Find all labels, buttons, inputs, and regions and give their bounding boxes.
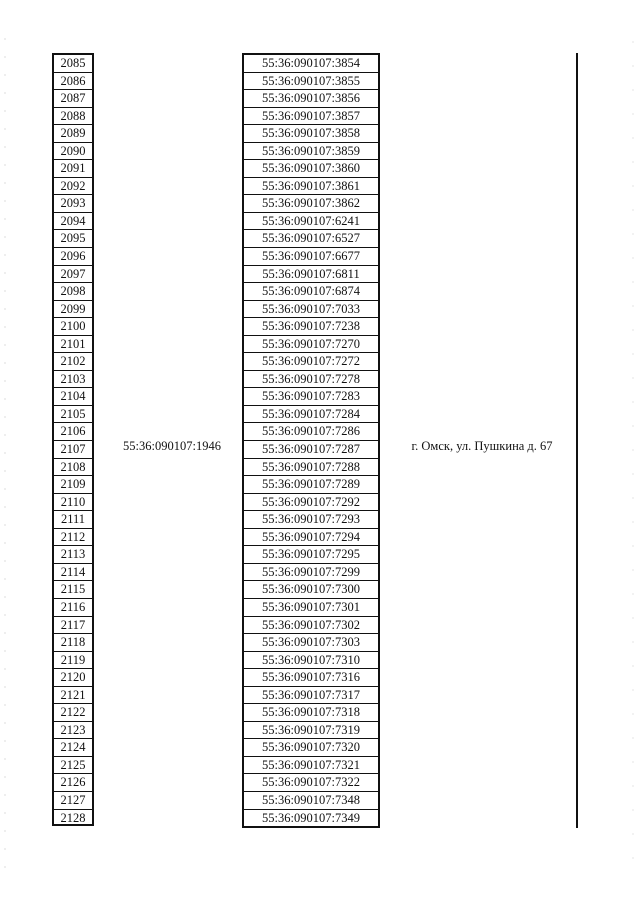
row-number-cell: 2108 — [54, 459, 92, 477]
cadastral-number-cell: 55:36:090107:7284 — [244, 406, 378, 424]
row-number-cell: 2113 — [54, 546, 92, 564]
cadastral-number-cell: 55:36:090107:7033 — [244, 301, 378, 319]
row-number-cell: 2110 — [54, 494, 92, 512]
cadastral-number-cell: 55:36:090107:7321 — [244, 757, 378, 775]
parent-cadastral-number: 55:36:090107:1946 — [123, 439, 221, 453]
cadastral-number-cell: 55:36:090107:3855 — [244, 73, 378, 91]
objects-table — [52, 53, 582, 828]
cadastral-number-cell: 55:36:090107:7302 — [244, 617, 378, 635]
cadastral-number-cell: 55:36:090107:7348 — [244, 792, 378, 810]
row-number-cell: 2105 — [54, 406, 92, 424]
cadastral-number-cell: 55:36:090107:7294 — [244, 529, 378, 547]
cadastral-number-cell: 55:36:090107:3860 — [244, 160, 378, 178]
cadastral-number-cell: 55:36:090107:3858 — [244, 125, 378, 143]
row-number-cell: 2109 — [54, 476, 92, 494]
row-number-cell: 2087 — [54, 90, 92, 108]
cadastral-number-cell: 55:36:090107:7317 — [244, 687, 378, 705]
cadastral-number-cell: 55:36:090107:7286 — [244, 423, 378, 441]
cadastral-number-cell: 55:36:090107:6811 — [244, 266, 378, 284]
row-number-cell: 2125 — [54, 757, 92, 775]
cadastral-number-cell: 55:36:090107:7287 — [244, 441, 378, 459]
row-number-cell: 2116 — [54, 599, 92, 617]
row-number-column — [52, 53, 94, 826]
cadastral-number-column — [242, 53, 380, 828]
row-number-cell: 2085 — [54, 55, 92, 73]
cadastral-number-cell: 55:36:090107:7299 — [244, 564, 378, 582]
row-number-cell: 2104 — [54, 388, 92, 406]
row-number-cell: 2086 — [54, 73, 92, 91]
cadastral-number-cell: 55:36:090107:7278 — [244, 371, 378, 389]
cadastral-number-cell: 55:36:090107:7320 — [244, 739, 378, 757]
row-number-cell: 2092 — [54, 178, 92, 196]
cadastral-number-cell: 55:36:090107:7292 — [244, 494, 378, 512]
cadastral-number-cell: 55:36:090107:3854 — [244, 55, 378, 73]
row-number-cell: 2088 — [54, 108, 92, 126]
cadastral-number-cell: 55:36:090107:6241 — [244, 213, 378, 231]
cadastral-number-cell: 55:36:090107:7300 — [244, 581, 378, 599]
cadastral-number-cell: 55:36:090107:3859 — [244, 143, 378, 161]
cadastral-number-cell: 55:36:090107:7272 — [244, 353, 378, 371]
cadastral-number-cell: 55:36:090107:7349 — [262, 810, 360, 825]
cadastral-number-cell: 55:36:090107:7293 — [244, 511, 378, 529]
scan-edge-marks — [4, 30, 6, 880]
row-number-cell: 2089 — [54, 125, 92, 143]
cadastral-number-cell: 55:36:090107:3857 — [244, 108, 378, 126]
cadastral-number-cell: 55:36:090107:7288 — [244, 459, 378, 477]
row-number-cell: 2117 — [54, 617, 92, 635]
row-number-cell: 2107 — [54, 441, 92, 459]
cadastral-number-cell: 55:36:090107:7303 — [244, 634, 378, 652]
scan-edge-marks-right — [632, 30, 634, 880]
row-number-cell: 2111 — [54, 511, 92, 529]
row-number-cell: 2118 — [54, 634, 92, 652]
cadastral-number-cell: 55:36:090107:6527 — [244, 230, 378, 248]
row-number-cell: 2112 — [54, 529, 92, 547]
cadastral-number-cell: 55:36:090107:7289 — [244, 476, 378, 494]
row-number-cell: 2120 — [54, 669, 92, 687]
row-number-cell: 2090 — [54, 143, 92, 161]
cadastral-number-cell: 55:36:090107:6874 — [244, 283, 378, 301]
cadastral-number-cell: 55:36:090107:7316 — [244, 669, 378, 687]
row-number-cell: 2122 — [54, 704, 92, 722]
row-number-cell: 2127 — [54, 792, 92, 810]
cadastral-number-cell: 55:36:090107:7310 — [244, 652, 378, 670]
row-number-cell: 2102 — [54, 353, 92, 371]
row-number-cell: 2096 — [54, 248, 92, 266]
row-number-cell: 2114 — [54, 564, 92, 582]
row-number-cell: 2115 — [54, 581, 92, 599]
row-number-cell: 2124 — [54, 739, 92, 757]
cadastral-number-cell: 55:36:090107:7238 — [244, 318, 378, 336]
cadastral-number-cell: 55:36:090107:6677 — [244, 248, 378, 266]
row-number-cell: 2093 — [54, 195, 92, 213]
cadastral-number-cell: 55:36:090107:7295 — [244, 546, 378, 564]
row-number-cell: 2101 — [54, 336, 92, 354]
cadastral-number-cell: 55:36:090107:3862 — [244, 195, 378, 213]
row-number-cell: 2103 — [54, 371, 92, 389]
cadastral-number-cell: 55:36:090107:3861 — [244, 178, 378, 196]
row-number-cell: 2094 — [54, 213, 92, 231]
row-number-cell: 2128 — [60, 810, 86, 825]
row-number-cell: 2095 — [54, 230, 92, 248]
row-number-cell: 2106 — [54, 423, 92, 441]
row-number-cell: 2091 — [54, 160, 92, 178]
cadastral-number-cell: 55:36:090107:7319 — [244, 722, 378, 740]
cadastral-number-cell: 55:36:090107:7283 — [244, 388, 378, 406]
row-number-cell: 2100 — [54, 318, 92, 336]
cadastral-number-cell: 55:36:090107:3856 — [244, 90, 378, 108]
row-number-cell: 2121 — [54, 687, 92, 705]
row-number-cell: 2099 — [54, 301, 92, 319]
row-number-cell: 2097 — [54, 266, 92, 284]
row-number-cell: 2123 — [54, 722, 92, 740]
cadastral-number-cell: 55:36:090107:7322 — [244, 774, 378, 792]
row-number-cell: 2098 — [54, 283, 92, 301]
row-number-cell: 2119 — [54, 652, 92, 670]
table-right-border — [576, 53, 578, 828]
cadastral-number-cell: 55:36:090107:7301 — [244, 599, 378, 617]
cadastral-number-cell: 55:36:090107:7318 — [244, 704, 378, 722]
cadastral-number-cell: 55:36:090107:7270 — [244, 336, 378, 354]
row-number-cell: 2126 — [54, 774, 92, 792]
address-cell: г. Омск, ул. Пушкина д. 67 — [411, 439, 553, 453]
